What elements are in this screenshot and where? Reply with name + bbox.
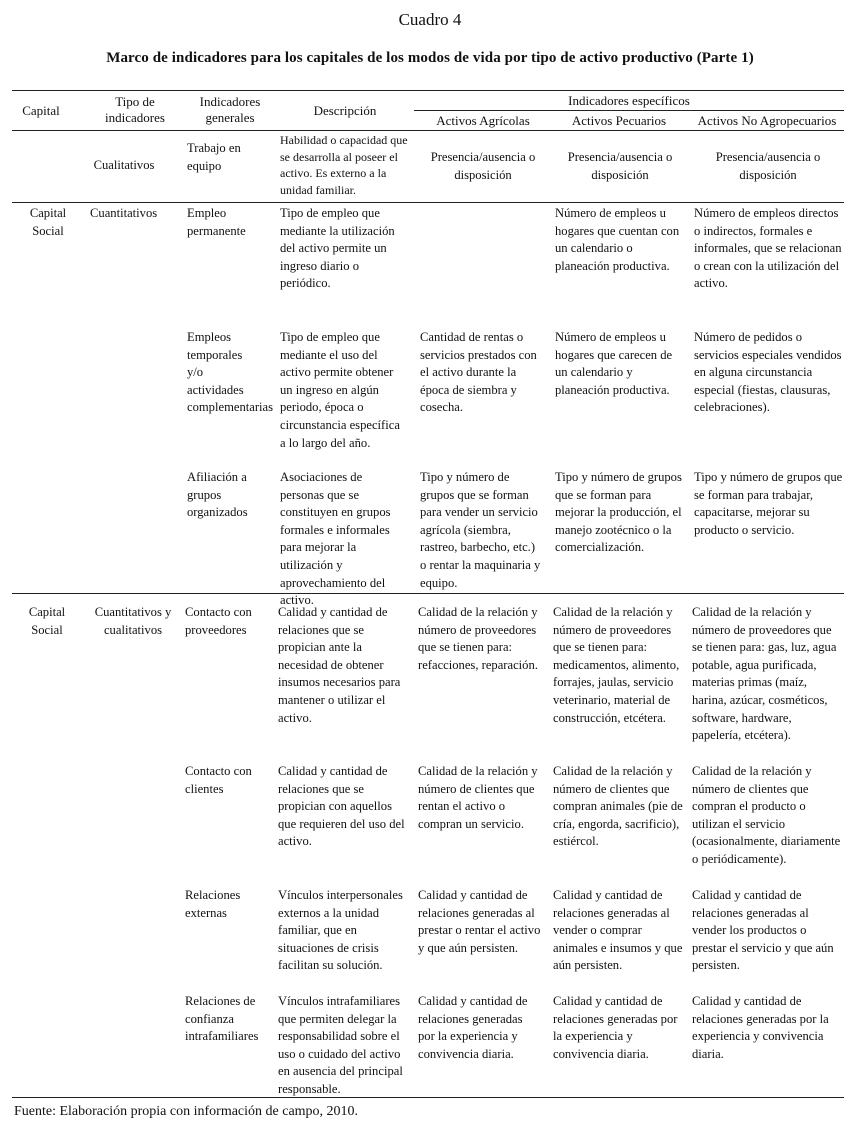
row-tipo: Cuantitativos bbox=[90, 206, 158, 220]
row-indicador-general: Empleos temporales y/o actividades complementarias bbox=[187, 330, 274, 415]
row-descripcion: Habilidad o capacidad que se desarrolla al poseer el activo. Es externo a la unidad familiar. bbox=[280, 133, 408, 197]
row-indicador-general: Contacto con clientes bbox=[185, 764, 252, 796]
header-descripcion: Descripción bbox=[313, 103, 377, 118]
row-no-agropecuarios: Calidad de la relación y número de clientes que compran el producto o utilizan el servicio (ocasionalmente, diariamente o periódicamente). bbox=[692, 764, 841, 866]
row-no-agropecuarios: Calidad y cantidad de relaciones generadas al vender los productos o prestar el servicio y que aún persisten. bbox=[692, 888, 834, 973]
header-indicadores-generales: Indicadores generales bbox=[199, 94, 261, 125]
row-capital: Capital Social bbox=[29, 206, 67, 238]
row-no-agropecuarios: Número de empleos directos o indirectos, formales e informales, que se relacionan o crean con la utilización del activo. bbox=[694, 206, 842, 291]
row-descripcion: Asociaciones de personas que se constituyen en grupos formales e informales para mejorar la utilización y aprovechamiento del activo. bbox=[280, 470, 391, 608]
table-title: Marco de indicadores para los capitales de los modos de vida por tipo de activo productivo (Parte 1) bbox=[106, 50, 754, 66]
row-indicador-general: Afiliación a grupos organizados bbox=[187, 470, 248, 520]
row-agricolas: Calidad de la relación y número de proveedores que se tienen para: refacciones, reparación. bbox=[418, 605, 538, 672]
row-agricolas: Presencia/ausencia o disposición bbox=[430, 150, 536, 182]
top-rule bbox=[12, 90, 844, 91]
row-pecuarios: Calidad y cantidad de relaciones generadas por la experiencia y convivencia diaria. bbox=[553, 994, 678, 1061]
row-descripcion: Vínculos intrafamiliares que permiten delegar la responsabilidad sobre el uso o cuidado del activo en ausencia del principal responsable. bbox=[278, 994, 403, 1096]
row-descripcion: Vínculos interpersonales externos a la unidad familiar, que en situaciones de crisis facilitan su solución. bbox=[278, 888, 403, 973]
row-agricolas: Cantidad de rentas o servicios prestados con el activo durante la época de siembra y cosecha. bbox=[420, 330, 537, 415]
row-indicador-general: Trabajo en equipo bbox=[187, 141, 241, 173]
row-pecuarios: Calidad de la relación y número de clientes que compran animales (pie de cría, engorda, sacrificio), estiércol. bbox=[553, 764, 683, 849]
row-agricolas: Tipo y número de grupos que se forman para vender un servicio agrícola (siembra, rastreo, barbecho, etc.) o rentar la maquinaria y equipo. bbox=[420, 470, 541, 590]
header-indicadores-especificos: Indicadores específicos bbox=[568, 93, 690, 108]
table-number: Cuadro 4 bbox=[398, 10, 462, 29]
row-pecuarios: Calidad de la relación y número de proveedores que se tienen para: medicamentos, alimento, forrajes, jaulas, servicio veterinario, material de construcción, etcétera. bbox=[553, 605, 680, 725]
section-separator-rule bbox=[12, 593, 844, 594]
specific-header-rule bbox=[414, 110, 844, 111]
header-bottom-rule bbox=[12, 130, 844, 131]
row-capital: Capital Social bbox=[28, 605, 66, 637]
row-separator-rule bbox=[12, 202, 844, 203]
row-agricolas: Calidad de la relación y número de clientes que rentan el activo o compran un servicio. bbox=[418, 764, 538, 831]
row-indicador-general: Empleo permanente bbox=[187, 206, 246, 238]
header-activos-agricolas: Activos Agrícolas bbox=[436, 113, 530, 128]
row-tipo: Cualitativos bbox=[93, 158, 155, 172]
row-descripcion: Calidad y cantidad de relaciones que se propician ante la necesidad de obtener insumos necesarios para mantener o utilizar el activo. bbox=[278, 605, 401, 725]
row-no-agropecuarios: Presencia/ausencia o disposición bbox=[715, 150, 821, 182]
row-no-agropecuarios: Calidad y cantidad de relaciones generadas por la experiencia y convivencia diaria. bbox=[692, 994, 829, 1061]
row-no-agropecuarios: Número de pedidos o servicios especiales vendidos en alguna circunstancia especial (fiestas, clausuras, celebraciones). bbox=[694, 330, 842, 415]
row-indicador-general: Relaciones externas bbox=[185, 888, 241, 920]
row-descripcion: Tipo de empleo que mediante la utilización del activo permite un ingreso diario o periódico. bbox=[280, 206, 395, 291]
row-no-agropecuarios: Calidad de la relación y número de proveedores que se tienen para: gas, luz, agua potable, agua purificada, materias primas (maíz, harina, azúcar, cosméticos, software, hardware, papelería, etcétera). bbox=[692, 605, 837, 743]
row-indicador-general: Contacto con proveedores bbox=[185, 605, 252, 637]
header-capital: Capital bbox=[22, 103, 60, 118]
row-descripcion: Calidad y cantidad de relaciones que se propician con aquellos que requieren del uso del activo. bbox=[278, 764, 405, 849]
header-activos-no-agropecuarios: Activos No Agropecuarios bbox=[697, 113, 837, 128]
row-pecuarios: Calidad y cantidad de relaciones generadas al vender o comprar animales e insumos y que aún persisten. bbox=[553, 888, 683, 973]
row-pecuarios: Número de empleos u hogares que cuentan con un calendario o planeación productiva. bbox=[555, 206, 680, 273]
row-indicador-general: Relaciones de confianza intrafamiliares bbox=[185, 994, 259, 1044]
row-pecuarios: Número de empleos u hogares que carecen de un calendario y planeación productiva. bbox=[555, 330, 673, 397]
row-agricolas: Calidad y cantidad de relaciones generadas al prestar o rentar el activo y que aún persisten. bbox=[418, 888, 541, 955]
row-agricolas: Calidad y cantidad de relaciones generadas por la experiencia y convivencia diaria. bbox=[418, 994, 528, 1061]
row-no-agropecuarios: Tipo y número de grupos que se forman para trabajar, capacitarse, mejorar su producto o servicio. bbox=[694, 470, 843, 537]
row-tipo: Cuantitativos y cualitativos bbox=[94, 605, 172, 637]
row-pecuarios: Presencia/ausencia o disposición bbox=[567, 150, 673, 182]
row-pecuarios: Tipo y número de grupos que se forman para mejorar la producción, el manejo zootécnico o la comercialización. bbox=[555, 470, 682, 555]
source-note: Fuente: Elaboración propia con información de campo, 2010. bbox=[14, 1104, 359, 1119]
header-tipo: Tipo de indicadores bbox=[105, 94, 165, 125]
row-descripcion: Tipo de empleo que mediante el uso del activo permite obtener un ingreso en algún periodo, época o circunstancia específica a lo largo del año. bbox=[280, 330, 400, 450]
header-activos-pecuarios: Activos Pecuarios bbox=[571, 113, 667, 128]
bottom-rule bbox=[12, 1097, 844, 1098]
